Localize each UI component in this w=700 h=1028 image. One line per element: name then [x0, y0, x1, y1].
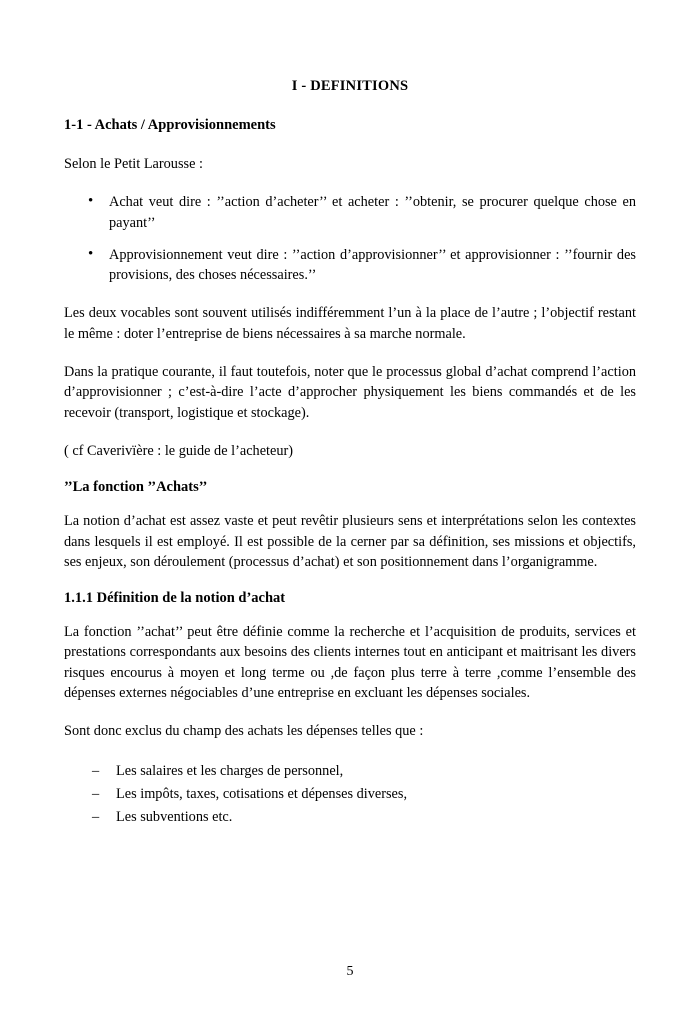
section-heading-achats-approvisionnements: 1-1 - Achats / Approvisionnements: [64, 117, 276, 133]
list-item: – Les salaires et les charges de personnel,: [64, 760, 636, 783]
paragraph-intro-larousse: Selon le Petit Larousse :: [64, 156, 203, 172]
paragraph-notion-achat: La notion d’achat est assez vaste et peut revêtir plusieurs sens et interprétations selon les contextes dans lesquels il est employé. Il est possible de la cerner par sa définition, ses missions et objectifs, ses enjeux, son déroulement (processus d’achat) et son positionnement dans l’organigramme.: [64, 513, 636, 570]
page-number: 5: [346, 964, 354, 979]
paragraph-vocables: Les deux vocables sont souvent utilisés indifféremment l’un à la place de l’autre ; l’objectif restant le même : doter l’entreprise de biens nécessaires à sa marche normale.: [64, 305, 636, 342]
paragraph-reference-caveriviere: ( cf Caverivïère : le guide de l’acheteur): [64, 442, 294, 459]
page-title: I - DEFINITIONS: [291, 78, 409, 94]
section-heading-fonction-achats: ’’La fonction ’’Achats’’: [64, 479, 208, 496]
list-item: • Approvisionnement veut dire : ’’action d’approvisionner’’ et approvisionner : ’’fournir des provisions, des choses nécessaires.’’: [64, 245, 636, 286]
list-item: • Achat veut dire : ’’action d’acheter’’ et acheter : ’’obtenir, se procurer quelque chose en payant’’: [64, 192, 636, 233]
list-item: – Les subventions etc.: [64, 806, 636, 829]
paragraph-exclusions-intro: Sont donc exclus du champ des achats les dépenses telles que :: [64, 723, 424, 740]
bullet-list-definitions: [64, 192, 636, 285]
list-item: – Les impôts, taxes, cotisations et dépenses diverses,: [64, 783, 636, 806]
dash-list-exclusions: [64, 760, 636, 829]
section-heading-definition-notion-achat: 1.1.1 Définition de la notion d’achat: [64, 590, 286, 607]
paragraph-definition-fonction-achat: La fonction ’’achat’’ peut être définie comme la recherche et l’acquisition de produits, services et prestations correspondants aux besoins des clients internes tout en anticipant et maitrisant les divers risques encourus à moyen et long terme ou ,de façon plus terre à terre ,comme l’ensemble des dépenses externes négociables d’une entreprise en excluant les dépenses sociales.: [64, 624, 636, 702]
paragraph-pratique-courante: Dans la pratique courante, il faut toutefois, noter que le processus global d’achat comprend l’action d’approvisionner ; c’est-à-dire l’acte d’approcher physiquement les biens commandés et de les recevoir (transport, logistique et stockage).: [64, 364, 636, 421]
